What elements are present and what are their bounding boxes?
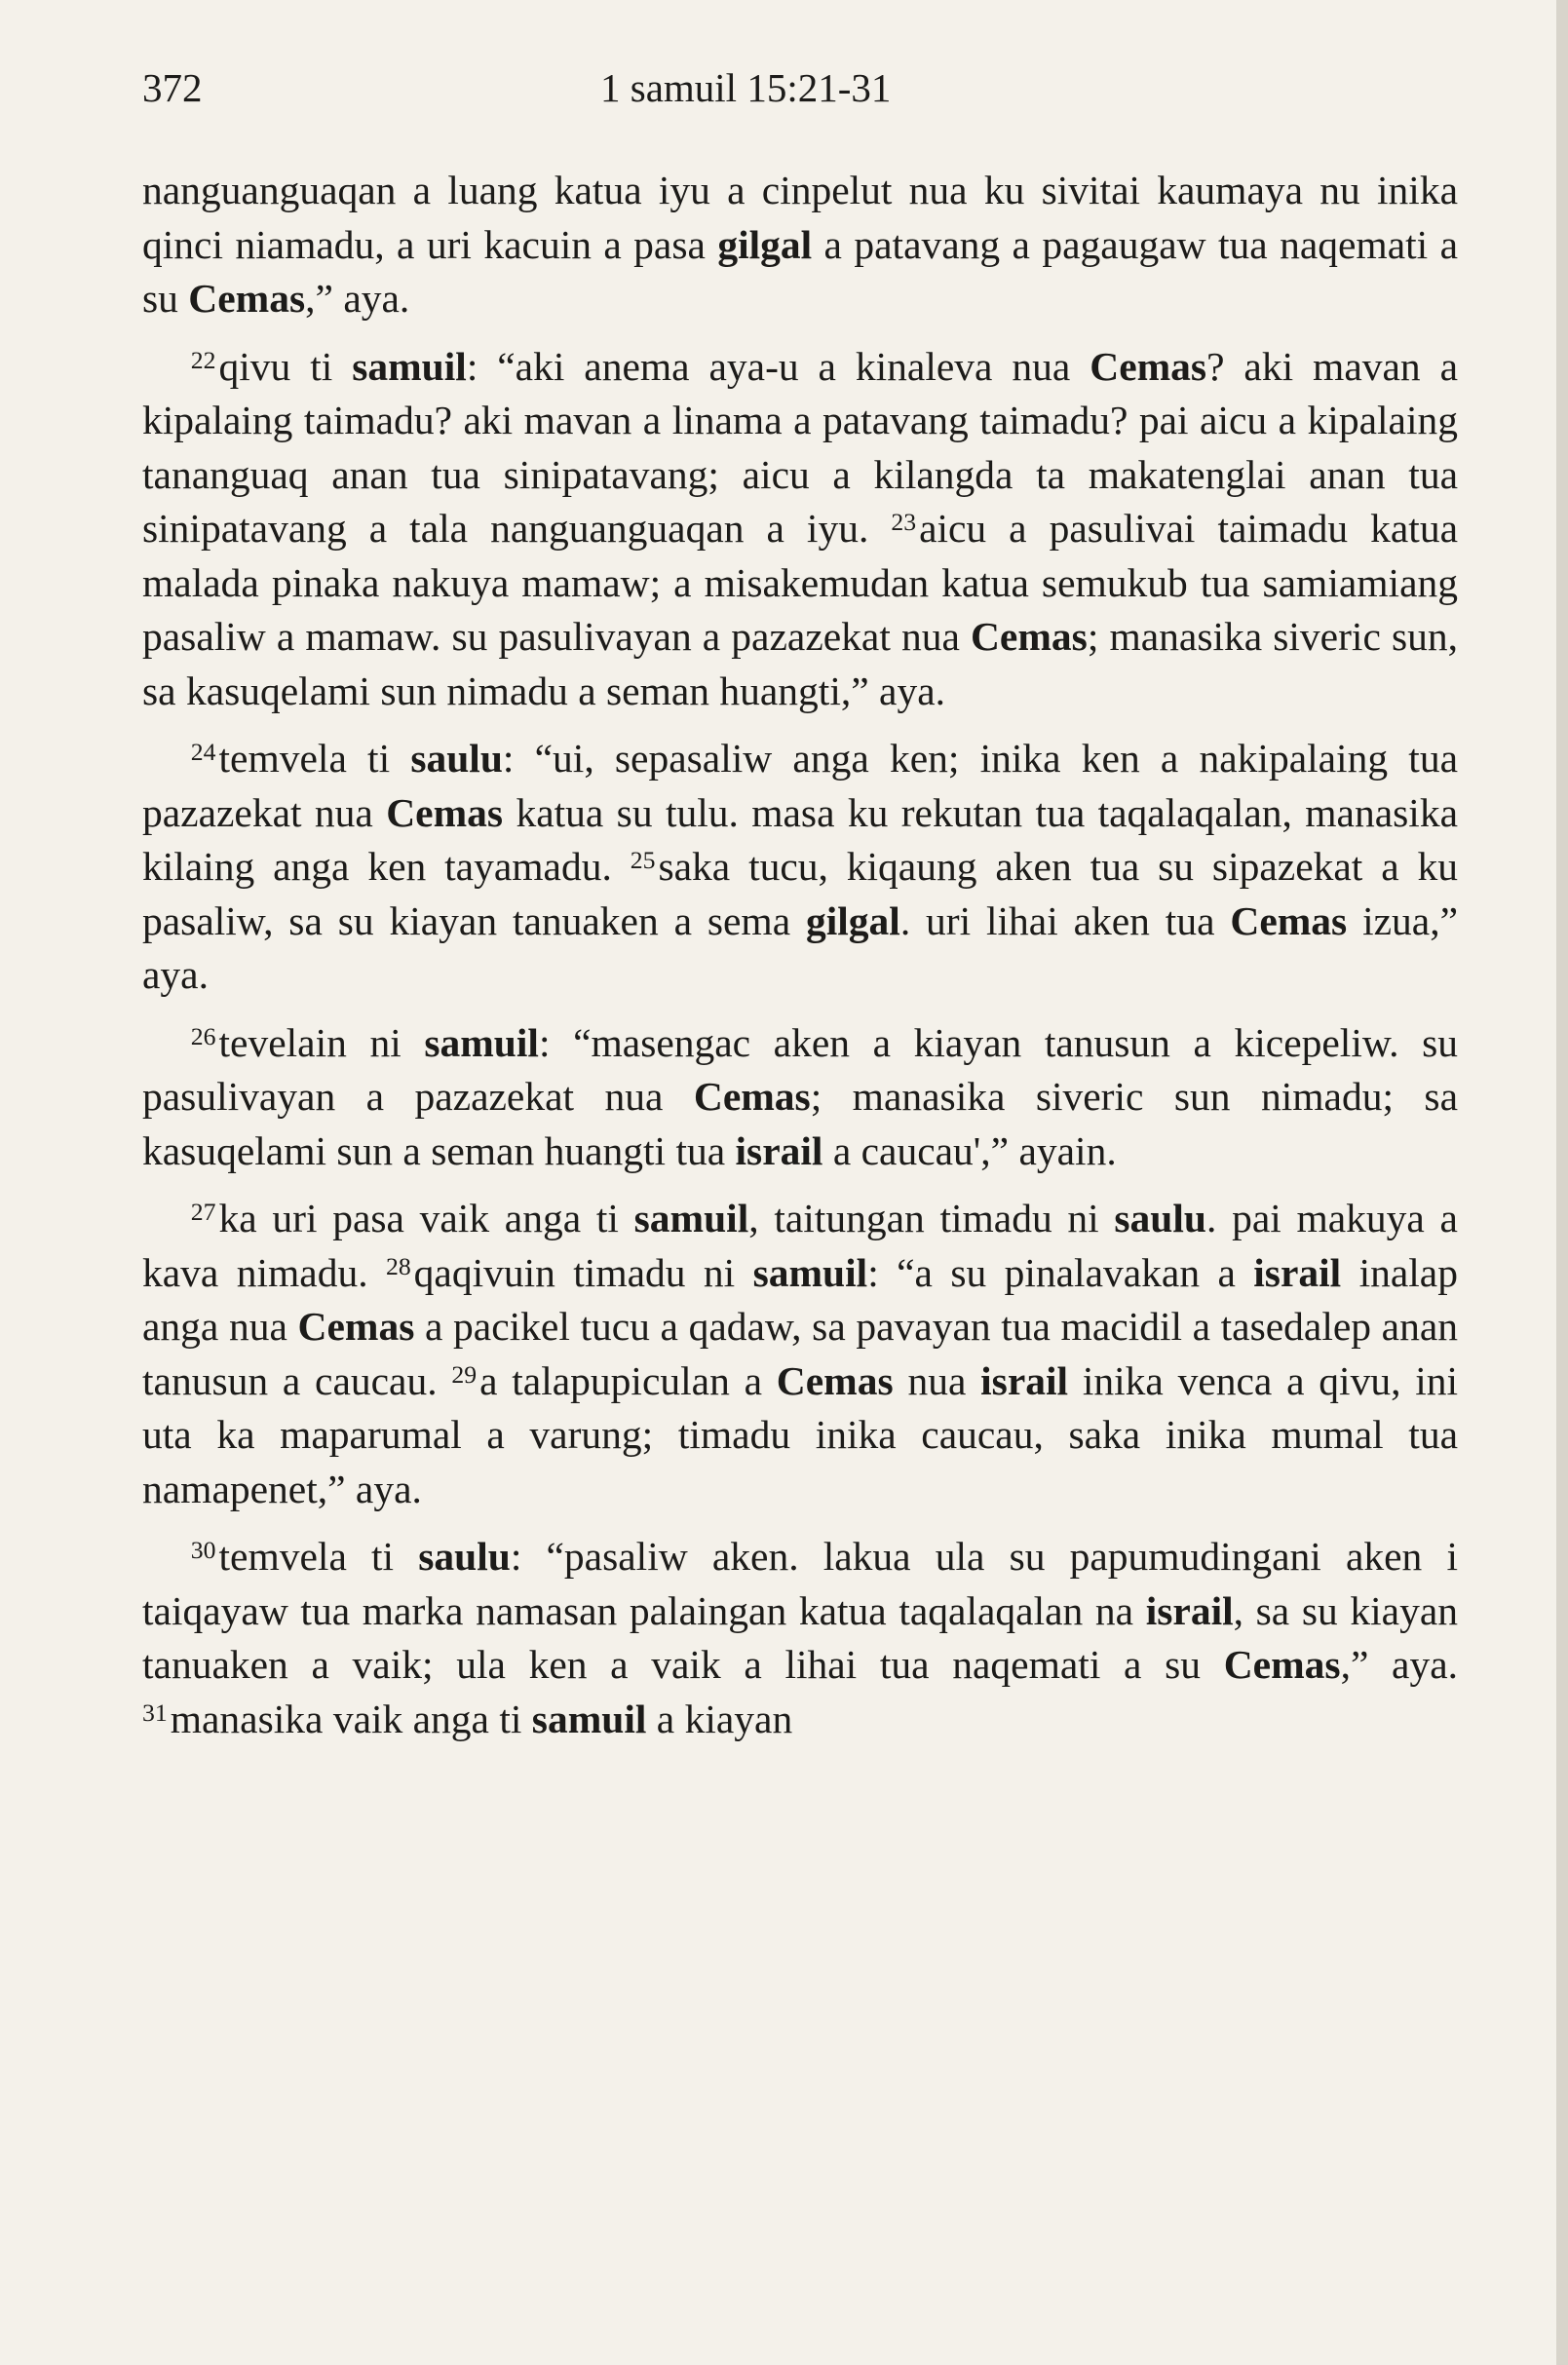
bold-term: samuil bbox=[352, 343, 467, 389]
bold-term: israil bbox=[1145, 1587, 1234, 1633]
paragraph bbox=[142, 340, 1458, 719]
text-run: : “ui, sepasaliw anga ken; inika ken a nakipalaing tua pazazekat nua bbox=[142, 736, 1458, 835]
verse-number: 28 bbox=[385, 1251, 411, 1280]
bold-term: Cemas bbox=[1090, 343, 1207, 389]
text-run: , sa su kiayan tanuaken a vaik; ula ken a vaik a lihai tua naqemati a su bbox=[142, 1587, 1458, 1687]
verse-number: 24 bbox=[190, 738, 216, 767]
text-run: ; manasika siveric sun, sa kasuqelami sun nimadu a seman huangti,” aya. bbox=[142, 614, 1458, 713]
text-run: : “aki anema aya-u a kinaleva nua bbox=[466, 343, 1090, 389]
bold-term: Cemas bbox=[970, 614, 1088, 659]
text-run: saka tucu, kiqaung aken tua su sipazekat a ku pasaliw, sa su kiayan tanuaken a sema bbox=[142, 844, 1458, 943]
bold-term: saulu bbox=[410, 736, 503, 781]
text-run: qaqivuin timadu ni bbox=[413, 1249, 753, 1295]
bold-term: gilgal bbox=[717, 221, 813, 267]
bold-term: saulu bbox=[418, 1534, 511, 1579]
verse-number: 30 bbox=[190, 1536, 216, 1565]
text-run: ka uri pasa vaik anga ti bbox=[218, 1196, 634, 1240]
text-run: tevelain ni bbox=[218, 1019, 425, 1065]
text-run: manasika vaik anga ti bbox=[170, 1696, 532, 1741]
text-run: a patavang a pagaugaw tua naqemati a su bbox=[142, 221, 1458, 321]
verse-number: 26 bbox=[190, 1021, 216, 1050]
page-number: 372 bbox=[142, 65, 203, 110]
bold-term: samuil bbox=[752, 1249, 868, 1295]
text-run: ,” aya. bbox=[305, 276, 410, 321]
verse-number: 25 bbox=[630, 846, 656, 875]
bold-term: israil bbox=[1253, 1249, 1342, 1295]
bold-term: israil bbox=[980, 1357, 1069, 1403]
bold-term: Cemas bbox=[297, 1304, 415, 1349]
page-edge bbox=[1556, 0, 1568, 2365]
bold-term: samuil bbox=[633, 1196, 749, 1240]
text-run: qivu ti bbox=[218, 343, 353, 389]
text-run: : “pasaliw aken. lakua ula su papumudingani aken i taiqayaw tua marka namasan palaingan katua taqalaqalan na bbox=[142, 1534, 1458, 1633]
paragraph bbox=[142, 1016, 1458, 1179]
text-run: , taitungan timadu ni bbox=[748, 1196, 1115, 1240]
running-header bbox=[142, 64, 1458, 123]
paragraph bbox=[142, 1530, 1458, 1746]
text-run: : “a su pinalavakan a bbox=[867, 1249, 1254, 1295]
text-run: ,” aya. bbox=[1340, 1642, 1458, 1687]
body-text bbox=[142, 164, 1458, 1760]
bold-term: Cemas bbox=[386, 789, 504, 835]
text-run: ? aki mavan a kipalaing taimadu? aki mavan a linama a patavang taimadu? pai aicu a kipalaing tananguaq anan tua sinipatavang; aicu a kilangda ta makatenglai anan tua sinipatavang a tala nanguanguaqan a iyu. bbox=[142, 343, 1458, 551]
text-run: . pai makuya a kava nimadu. bbox=[142, 1196, 1458, 1295]
chapter-reference: 1 samuil 15:21-31 bbox=[600, 65, 892, 110]
verse-number: 29 bbox=[451, 1359, 478, 1389]
text-run: nua bbox=[893, 1357, 981, 1403]
bold-term: Cemas bbox=[693, 1074, 811, 1119]
text-run: izua,” aya. bbox=[142, 897, 1458, 997]
bold-term: Cemas bbox=[1223, 1642, 1341, 1687]
verse-number: 23 bbox=[891, 508, 917, 537]
text-run: . uri lihai aken tua bbox=[899, 897, 1231, 943]
text-run: temvela ti bbox=[218, 736, 411, 781]
text-run: a caucau',” ayain. bbox=[822, 1127, 1117, 1173]
paragraph bbox=[142, 732, 1458, 1003]
verse-number: 31 bbox=[142, 1697, 168, 1727]
bold-term: Cemas bbox=[776, 1357, 894, 1403]
text-run: temvela ti bbox=[218, 1534, 419, 1579]
bold-term: Cemas bbox=[188, 276, 306, 321]
text-run: nanguanguaqan a luang katua iyu a cinpelut nua ku sivitai kaumaya nu inika qinci niamadu, a uri kacuin a pasa bbox=[142, 168, 1458, 267]
text-run: inalap anga nua bbox=[142, 1249, 1458, 1349]
text-run: a talapupiculan a bbox=[479, 1357, 777, 1403]
text-run: inika venca a qivu, ini uta ka maparumal a varung; timadu inika caucau, saka inika mumal tua namapenet,” aya. bbox=[142, 1357, 1459, 1511]
text-run: a kiayan bbox=[646, 1696, 793, 1741]
text-run: ; manasika siveric sun nimadu; sa kasuqelami sun a seman huangti tua bbox=[142, 1074, 1458, 1173]
bold-term: Cemas bbox=[1230, 897, 1348, 943]
bold-term: saulu bbox=[1114, 1196, 1206, 1240]
text-run: : “masengac aken a kiayan tanusun a kicepeliw. su pasulivayan a pazazekat nua bbox=[142, 1019, 1458, 1119]
text-run: aicu a pasulivai taimadu katua malada pinaka nakuya mamaw; a misakemudan katua semukub tua samiamiang pasaliw a mamaw. su pasulivayan a pazazekat nua bbox=[142, 506, 1458, 659]
verse-number: 27 bbox=[190, 1198, 216, 1227]
text-run: katua su tulu. masa ku rekutan tua taqalaqalan, manasika kilaing anga ken tayamadu. bbox=[142, 789, 1458, 889]
bold-term: samuil bbox=[424, 1019, 539, 1065]
verse-number: 22 bbox=[190, 345, 216, 374]
bold-term: samuil bbox=[531, 1696, 647, 1741]
bold-term: gilgal bbox=[805, 897, 900, 943]
text-run: a pacikel tucu a qadaw, sa pavayan tua macidil a tasedalep anan tanusun a caucau. bbox=[142, 1304, 1459, 1403]
paragraph bbox=[142, 1192, 1458, 1516]
bold-term: israil bbox=[735, 1127, 823, 1173]
paragraph bbox=[142, 164, 1458, 326]
